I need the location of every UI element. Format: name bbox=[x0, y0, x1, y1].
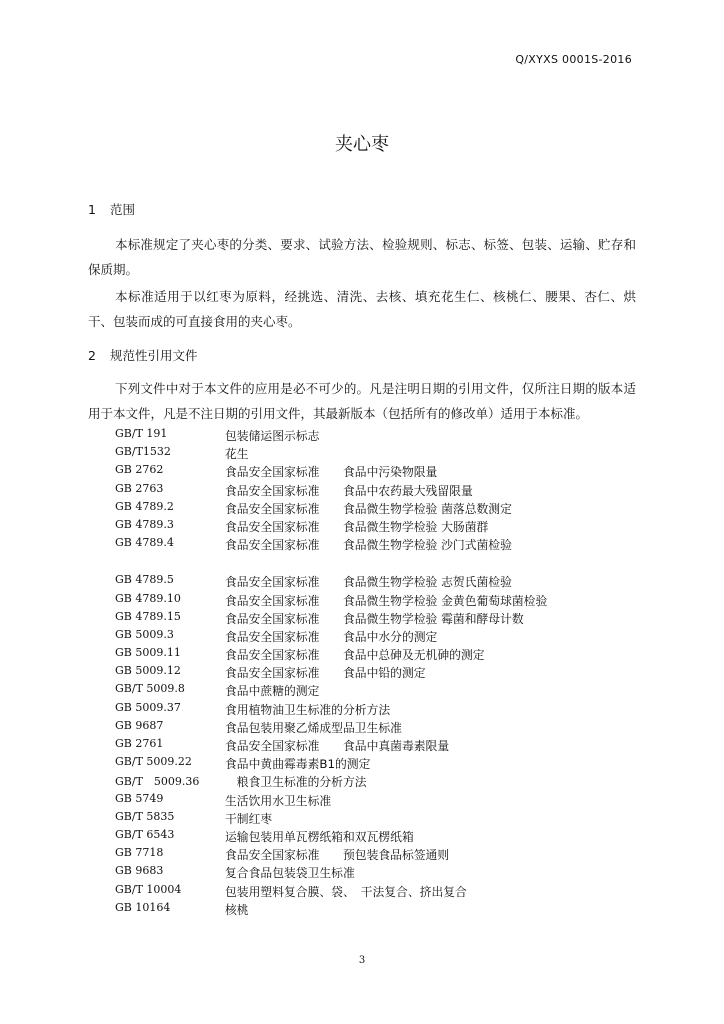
reference-title: 食品安全国家标准 食品微生物学检验 沙门式菌检验 bbox=[225, 538, 512, 553]
reference-code: GB 4789.10 bbox=[115, 591, 181, 605]
reference-title: 生活饮用水卫生标准 bbox=[225, 793, 332, 808]
reference-title: 食品中黄曲霉毒素B1的测定 bbox=[225, 757, 371, 772]
reference-title: 粮食卫生标准的分析方法 bbox=[225, 775, 367, 790]
reference-title: 食品安全国家标准 食品微生物学检验 菌落总数测定 bbox=[225, 501, 512, 516]
reference-title: 食品安全国家标准 食品微生物学检验 霉菌和酵母计数 bbox=[225, 611, 524, 626]
reference-title: 干制红枣 bbox=[225, 811, 273, 826]
reference-code: GB 4789.15 bbox=[115, 609, 181, 623]
reference-code: GB 2763 bbox=[115, 481, 164, 495]
section-number: 1 bbox=[88, 202, 96, 217]
page-number: 3 bbox=[358, 955, 366, 966]
reference-code: GB 9683 bbox=[115, 864, 164, 878]
reference-code: GB 4789.3 bbox=[115, 517, 174, 531]
reference-code: GB/T 5835 bbox=[115, 809, 175, 823]
page-title: 夹心枣 bbox=[335, 134, 389, 155]
document-code: Q/XYXS 0001S-2016 bbox=[515, 53, 632, 66]
reference-title: 食品安全国家标准 食品中水分的测定 bbox=[225, 629, 438, 644]
reference-title: 核桃 bbox=[225, 902, 249, 917]
reference-code: GB/T 191 bbox=[115, 427, 168, 440]
reference-code: GB 5009.37 bbox=[115, 700, 181, 714]
reference-code: GB/T 5009.22 bbox=[115, 755, 192, 769]
reference-title: 包装储运图示标志 bbox=[225, 429, 320, 443]
reference-title: 食品安全国家标准 食品微生物学检验 大肠菌群 bbox=[225, 519, 489, 534]
reference-code: GB 4789.2 bbox=[115, 499, 174, 513]
reference-code: GB 9687 bbox=[115, 718, 164, 732]
reference-title: 食品安全国家标准 食品中污染物限量 bbox=[225, 465, 438, 480]
reference-title: 食品安全国家标准 食品微生物学检验 志贺氏菌检验 bbox=[225, 575, 512, 590]
reference-title: 食品安全国家标准 食品中总砷及无机砷的测定 bbox=[225, 648, 485, 663]
reference-code: GB 5009.11 bbox=[115, 646, 181, 660]
reference-title: 食品安全国家标准 食品微生物学检验 金黄色葡萄球菌检验 bbox=[225, 593, 548, 608]
reference-title: 花生 bbox=[225, 447, 249, 462]
section-title: 规范性引用文件 bbox=[110, 348, 198, 363]
reference-code: GB/T 6543 bbox=[115, 827, 175, 841]
reference-code: GB/T 10004 bbox=[115, 882, 182, 896]
reference-title: 包装用塑料复合膜、袋、 干法复合、挤出复合 bbox=[225, 884, 467, 899]
reference-code: GB 7718 bbox=[115, 846, 164, 860]
scope-paragraph-1: 本标准规定了夹心枣的分类、要求、试验方法、检验规则、标志、标签、包装、运输、贮存和保质期。 bbox=[88, 237, 636, 277]
reference-code: GB 2762 bbox=[115, 463, 164, 477]
reference-title: 复合食品包装袋卫生标准 bbox=[225, 866, 355, 881]
section-title: 范围 bbox=[110, 202, 136, 217]
scope-paragraph-2: 本标准适用于以红枣为原料，经挑选、清洗、去核、填充花生仁、核桃仁、腰果、杏仁、烘干、包装而成的可直接食用的夹心枣。 bbox=[88, 289, 636, 329]
section-heading-scope bbox=[88, 200, 135, 218]
reference-code: GB 4789.4 bbox=[115, 536, 174, 550]
section-heading-references bbox=[88, 346, 198, 364]
reference-title: 食品中蔗糖的测定 bbox=[225, 684, 320, 699]
references-paragraph: 下列文件中对于本文件的应用是必不可少的。凡是注明日期的引用文件，仅所注日期的版本适用于本文件，凡是不注日期的引用文件，其最新版本（包括所有的修改单）适用于本标准。 bbox=[88, 381, 636, 421]
reference-title: 食品安全国家标准 食品中铅的测定 bbox=[225, 666, 426, 681]
reference-code: GB 5009.12 bbox=[115, 664, 181, 678]
reference-code: GB 5749 bbox=[115, 791, 164, 805]
reference-code: GB 10164 bbox=[115, 900, 171, 914]
reference-code: GB/T 5009.36 bbox=[115, 775, 200, 789]
reference-title: 食用植物油卫生标准的分析方法 bbox=[225, 702, 391, 717]
reference-code: GB 5009.3 bbox=[115, 627, 174, 641]
reference-code: GB 2761 bbox=[115, 737, 164, 750]
reference-title: 食品安全国家标准 预包装食品标签通则 bbox=[225, 848, 450, 863]
reference-code: GB/T 5009.8 bbox=[115, 682, 185, 696]
reference-code: GB 4789.5 bbox=[115, 573, 174, 587]
reference-code: GB/T1532 bbox=[115, 445, 171, 459]
reference-title: 食品安全国家标准 食品中农药最大残留限量 bbox=[225, 483, 473, 498]
reference-title: 运输包装用单瓦楞纸箱和双瓦楞纸箱 bbox=[225, 829, 414, 844]
section-number: 2 bbox=[88, 348, 96, 363]
reference-title: 食品安全国家标准 食品中真菌毒素限量 bbox=[225, 739, 450, 753]
reference-title: 食品包装用聚乙烯成型品卫生标准 bbox=[225, 720, 402, 735]
